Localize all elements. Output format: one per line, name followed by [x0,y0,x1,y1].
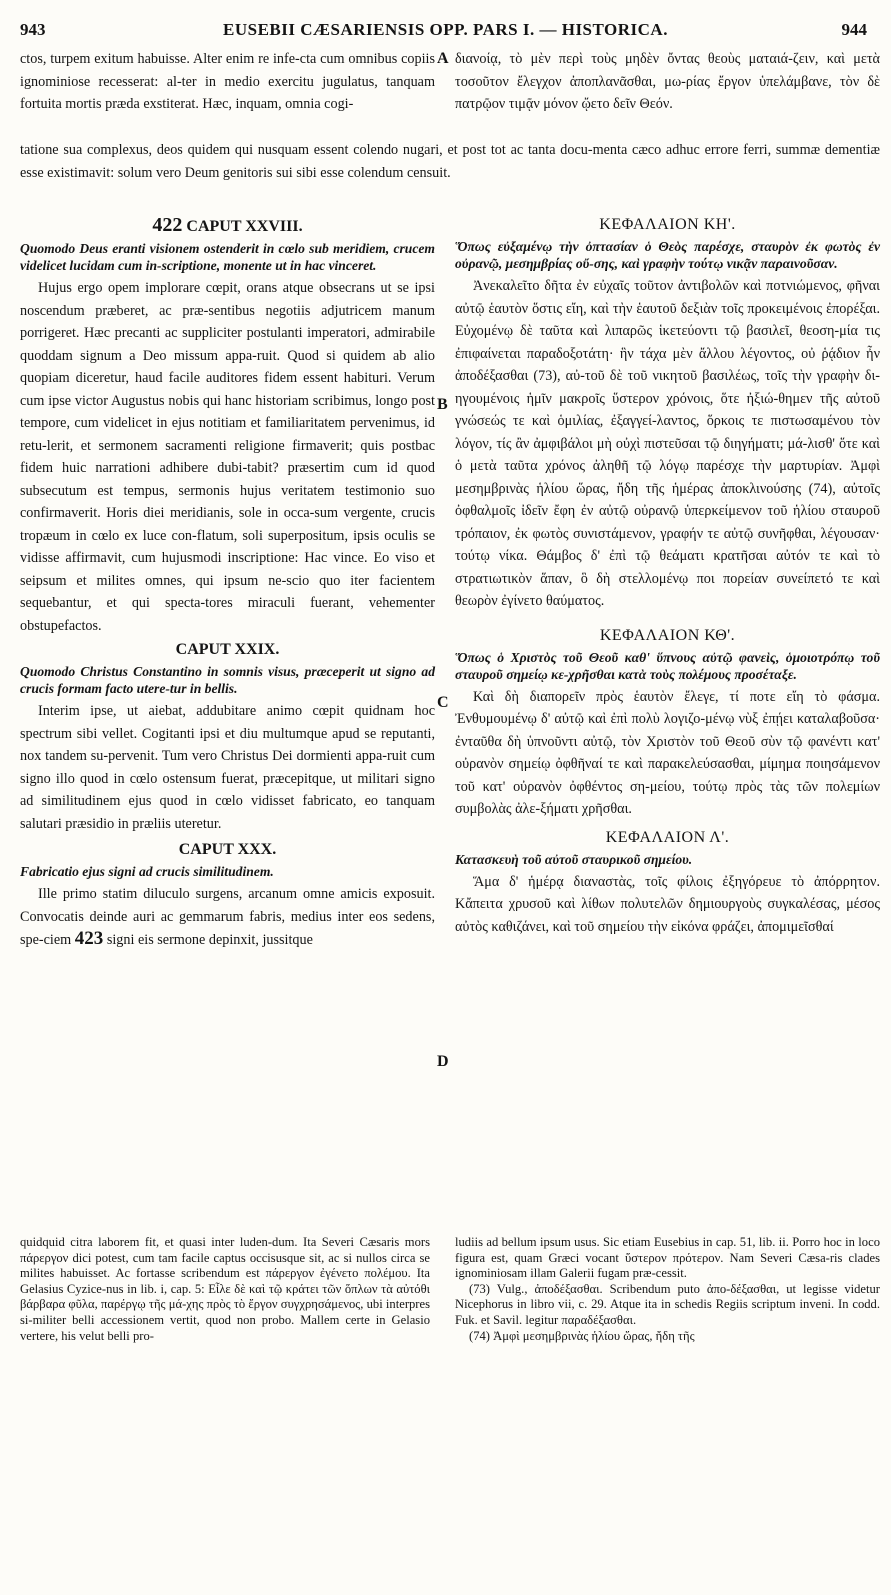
footnote-right [455,1235,880,1344]
margin-marker-a: A [437,50,449,67]
footnote-right-continuation: ludiis ad bellum ipsum usus. Sic etiam Eusebius in cap. 51, lib. ii. Porro hoc in loco figura est, quam Græci vocant ὕστερον πρότερον. Nam Severi Cæsa-ris clades ignominiosam illam Galerii fugam præ-cessit. [455,1235,880,1281]
chapter-28-text-greek: Ἀνεκαλεῖτο δῆτα ἐν εὐχαῖς τοῦτον ἀντιβολῶν καὶ ποτνιώμενος, φῆναι αὐτῷ ἑαυτὸν ὅστις εἴη, καὶ τὴν ἑαυτοῦ δεξιὰν τοῖς προκειμένοις ἐπορέξαι. Εὐχομένῳ δὲ ταῦτα καὶ λιπαρῶς ἱκετεύοντι τῷ βασιλεῖ, θεοση-μία τις ἐπιφαίνεται παραδοξοτάτη· ἣν τάχα μὲν ἄλλου λέγοντος, οὐ ῥᾴδιον ἦν ἀποδέξασθαι (73), αὐ-τοῦ δὲ τοῦ νικητοῦ βασιλέως, τοῖς τὴν γραφὴν δι-ηγουμένοις ἡμῖν μακροῖς ὕστερον χρόνοις, ὅτε ἠξιώ-θημεν τῆς αὐτοῦ γνώσεώς τε καὶ ὁμιλίας, ἐξαγγεί-λαντος, ὅρκοις τε πιστωσαμένου τὸν λόγον, τίς ἂν ἀμφιβάλοι μὴ οὐχὶ πιστεῦσαι τῷ διηγήματι; μά-λισθ' ὅτε καὶ ὁ μετὰ ταῦτα χρόνος ἀληθῆ τῷ λόγῳ παρέσχε τὴν μαρτυρίαν. Ἀμφὶ μεσημβρινὰς ἡλίου ὥρας, ἤδη τῆς ἡμέρας ἀποκλινούσης (74), αὐτοῖς ὀφθαλμοῖς ἰδεῖν ἔφη ἐν αὐτῷ οὐρανῷ ὑπερκείμενον τοῦ ἡλίου σταυροῦ τρόπαιον, ἐκ φωτὸς συνιστάμενον, γραφήν τε αὐτῷ συνῆφθαι, λέγουσαν· τούτῳ νίκα. Θάμβος δ' ἐπὶ τῷ θεάματι κρατῆσαι αὐτόν τε καὶ τὸ στρατιωτικὸν ἅπαν, ὃ δὴ στελλομένῳ ποι πορείαν συνείπετό τε καὶ θεωρὸν ἐγίνετο θαύματος. [455,278,880,609]
chapter-28-summary-latin: Quomodo Deus eranti visionem ostenderit in cœlo sub meridiem, crucem videlicet lucidam cum in-scriptione, monente ut in hac vinceret. [20,241,435,273]
chapter-29-title-latin: CAPUT XXIX. [175,641,280,658]
chapter-28-title-latin: CAPUT XXVIII. [186,218,303,235]
running-title: EUSEBII CÆSARIENSIS OPP. PARS I. — HISTORICA. [223,20,668,39]
chapter-30-text-latin [20,883,435,952]
footnote-74: (74) Ἀμφὶ μεσημβρινὰς ἡλίου ὥρας, ἤδη τῆς [469,1328,695,1343]
inline-page-number-422: 422 [152,214,183,236]
greek-continuation: διανοίᾳ, τὸ μὲν περὶ τοὺς μηδὲν ὄντας θεοὺς ματαιά-ζειν, καὶ μετὰ τοσοῦτον ἔλεγχον ἀποπλανᾶσθαι, μω-ρίας ἔργον ὑπελάμβανε, τὸν δὲ πατρῷον τιμᾷν μόνον ᾤετο δεῖν Θεόν. [455,51,880,112]
chapter-28-text-latin: Hujus ergo opem implorare cœpit, orans atque obsecrans ut se ipsi noscendum præberet, ac præ-sentibus negotiis adjutricem manum porrigeret. Hæc precanti ac suppliciter postulanti imperatori, admirabile quoddam signum a Deo missum appa-ruit. Quod si quidem ab alio quopiam diceretur, haud facile auditores fidem essent habituri. Verum cum ipse victor Augustus nobis qui hanc historiam scribimus, longo post tempore, cum videlicet in ejus notitiam et familiaritatem pervenimus, id retu-lerit, et sermonem sacramenti religione firmaverit; quis postbac fidem huic narrationi adhibere dubi-tabit? præsertim cum id quod subsecutum est tempus, sermonis hujus veritatem testimonio suo confirmaverit. Horis diei meridianis, sole in occa-sum vergente, crucis tropæum in cœlo ex luce con-flatum, soli superpositum, ipsis oculis se vidisse affirmavit, cum hujusmodi inscriptione: Hac vince. Eo viso et seipsum et milites omnes, qui ipsum ne-scio quo iter facientem sequebantur, et qui specta-tores miraculi fuerant, vehementer obstupefactos. [20,280,435,634]
chapter-30-text-latin-a: Ille primo statim diluculo surgens, arcanum omne amicis exposuit. Convocatis deinde auri ac gemmarum fabris, medius inter eos sedens, spe-ciem [20,886,435,948]
margin-marker-b: B [437,396,448,413]
footnote-left [20,1235,430,1344]
inline-page-number-423: 423 [74,928,104,949]
chapter-30-text-greek: Ἅμα δ' ἡμέρᾳ διαναστὰς, τοῖς φίλοις ἐξηγόρευε τὸ ἀπόρρητον. Κἄπειτα χρυσοῦ καὶ λίθων πολυτελῶν δημιουργοὺς συγκαλέσας, μέσος αὐτὸς καθιζάνει, καὶ τοῦ σημείου τὴν εἰκόνα φράζει, ἀπομιμεῖσθαί [455,873,880,935]
margin-marker-d: D [437,1053,449,1070]
greek-column [455,212,880,938]
chapter-28-title-greek: ΚΕΦΑΛΑΙΟΝ ΚΗ'. [599,216,736,233]
full-width-continuation: tatione sua complexus, deos quidem qui nusquam essent colendo nugari, et post tot ac tanta docu-menta cæco adhuc errore ferri, summæ dementiæ esse existimavit: solum vero Deum genitoris sui sibi esse colendum censuit. [20,142,880,181]
chapter-30-title-latin: CAPUT XXX. [178,841,277,858]
footnote-73: (73) Vulg., ἀποδέξασθαι. Scribendum puto ἀπο-δέξασθαι, ut legisse videtur Nicephorus in libro vii, c. 29. Atque ita in schedis Regiis scriptum inveni. In codd. Fuk. et Savil. legitur παραδέξασθαι. [455,1281,880,1327]
chapter-29-text-latin: Interim ipse, ut aiebat, addubitare animo cœpit quidnam hoc spectrum sibi vellet. Cogitanti ipsi et diu multumque apud se reputanti, nox tandem su-pervenit. Tum vero Christus Dei dormienti appa-ruit cum signo illo quod in cœlo ostensum fuerat, præcepitque, ut militari signo ad similitudinem ejus quod in cœlo vidisset fabricato, eo tanquam salutari præsidio in præliis uteretur. [20,703,435,832]
chapter-29-text-greek: Καὶ δὴ διαπορεῖν πρὸς ἑαυτὸν ἔλεγε, τί ποτε εἴη τὸ φάσμα. Ἐνθυμουμένῳ δ' αὐτῷ καὶ ἐπὶ πολὺ λογιζο-μένῳ νὺξ ἐπῄει καταλαβοῦσα· ἐνταῦθα δὴ ὑπνοῦντι αὐτῷ, τὸν Χριστὸν τοῦ Θεοῦ σὺν τῷ φανέντι κατ' οὐρανὸν σημείῳ ὀφθῆναί τε καὶ παρακελεύσασθαι, μίμημα ποιησάμενον τοῦ κατ' οὐρανὸν ὀφθέντος ση-μείου, τούτῳ πρὸς τὰς τῶν πολεμίων συμβολὰς ἀλε-ξήματι χρῆσθαι. [455,688,880,817]
latin-continuation: ctos, turpem exitum habuisse. Alter enim re infe-cta cum omnibus copiis ignominiose recesserat: al-ter in medio exercitu jugulatus, tanquam fortuita mortis præda exstiterat. Hæc, inquam, omnia cogi- [20,51,435,112]
page-number-right: 944 [841,20,867,39]
chapter-30-summary-latin: Fabricatio ejus signi ad crucis similitudinem. [20,864,274,879]
chapter-28-summary-greek: Ὅπως εὐξαμένῳ τὴν ὀπτασίαν ὁ Θεὸς παρέσχε, σταυρὸν ἐκ φωτὸς ἐν οὐρανῷ, μεσημβρίας οὔ-σης, καὶ γραφὴν τούτῳ νικᾷν παραινοῦσαν. [455,239,880,271]
latin-column [20,212,435,952]
chapter-29-title-greek: ΚΕΦΑΛΑΙΟΝ ΚΘ'. [599,626,736,644]
page-number-left: 943 [20,20,46,39]
chapter-29-summary-latin: Quomodo Christus Constantino in somnis visus, præceperit ut signo ad crucis formam facto utere-tur in bellis. [20,664,435,696]
chapter-30-text-latin-b: signi eis sermone depinxit, jussitque [106,932,313,948]
margin-marker-c: C [437,694,449,711]
chapter-30-title-greek: ΚΕΦΑΛΑΙΟΝ Λ'. [605,828,730,846]
footnote-left-text: quidquid citra laborem fit, et quasi inter luden-dum. Ita Severi Cæsaris mors πάρεργον dici potest, cum tam facile captus occisusque sit, ac si nullos circa se milites habuisset. Ac fortasse scribendum est πάρεργον ἐγένετο πολέμου. Ita Gelasius Cyzice-nus in lib. i, cap. 5: Εἶλε δὲ καὶ τῷ κράτει τῶν ὅπλων τὰ αὐτόθι βάρβαρα φῦλα, παρέργῳ τῆς μά-χης πρὸς τὸ ἔργον συγχρησάμενος, ubi interpres si-militer belli accessionem vertit, quod non probo. Mallem certe in Gelasio vertere, his velut belli pro- [20,1235,430,1343]
chapter-29-summary-greek: Ὅπως ὁ Χριστὸς τοῦ Θεοῦ καθ' ὕπνους αὐτῷ φανεὶς, ὁμοιοτρόπῳ τοῦ σταυροῦ σημείῳ κε-χρῆσθαι κατὰ τοὺς πολέμους προσέταξε. [455,649,880,682]
chapter-28-heading-latin [20,214,435,238]
chapter-30-summary-greek: Κατασκευὴ τοῦ αὐτοῦ σταυρικοῦ σημείου. [455,851,693,867]
